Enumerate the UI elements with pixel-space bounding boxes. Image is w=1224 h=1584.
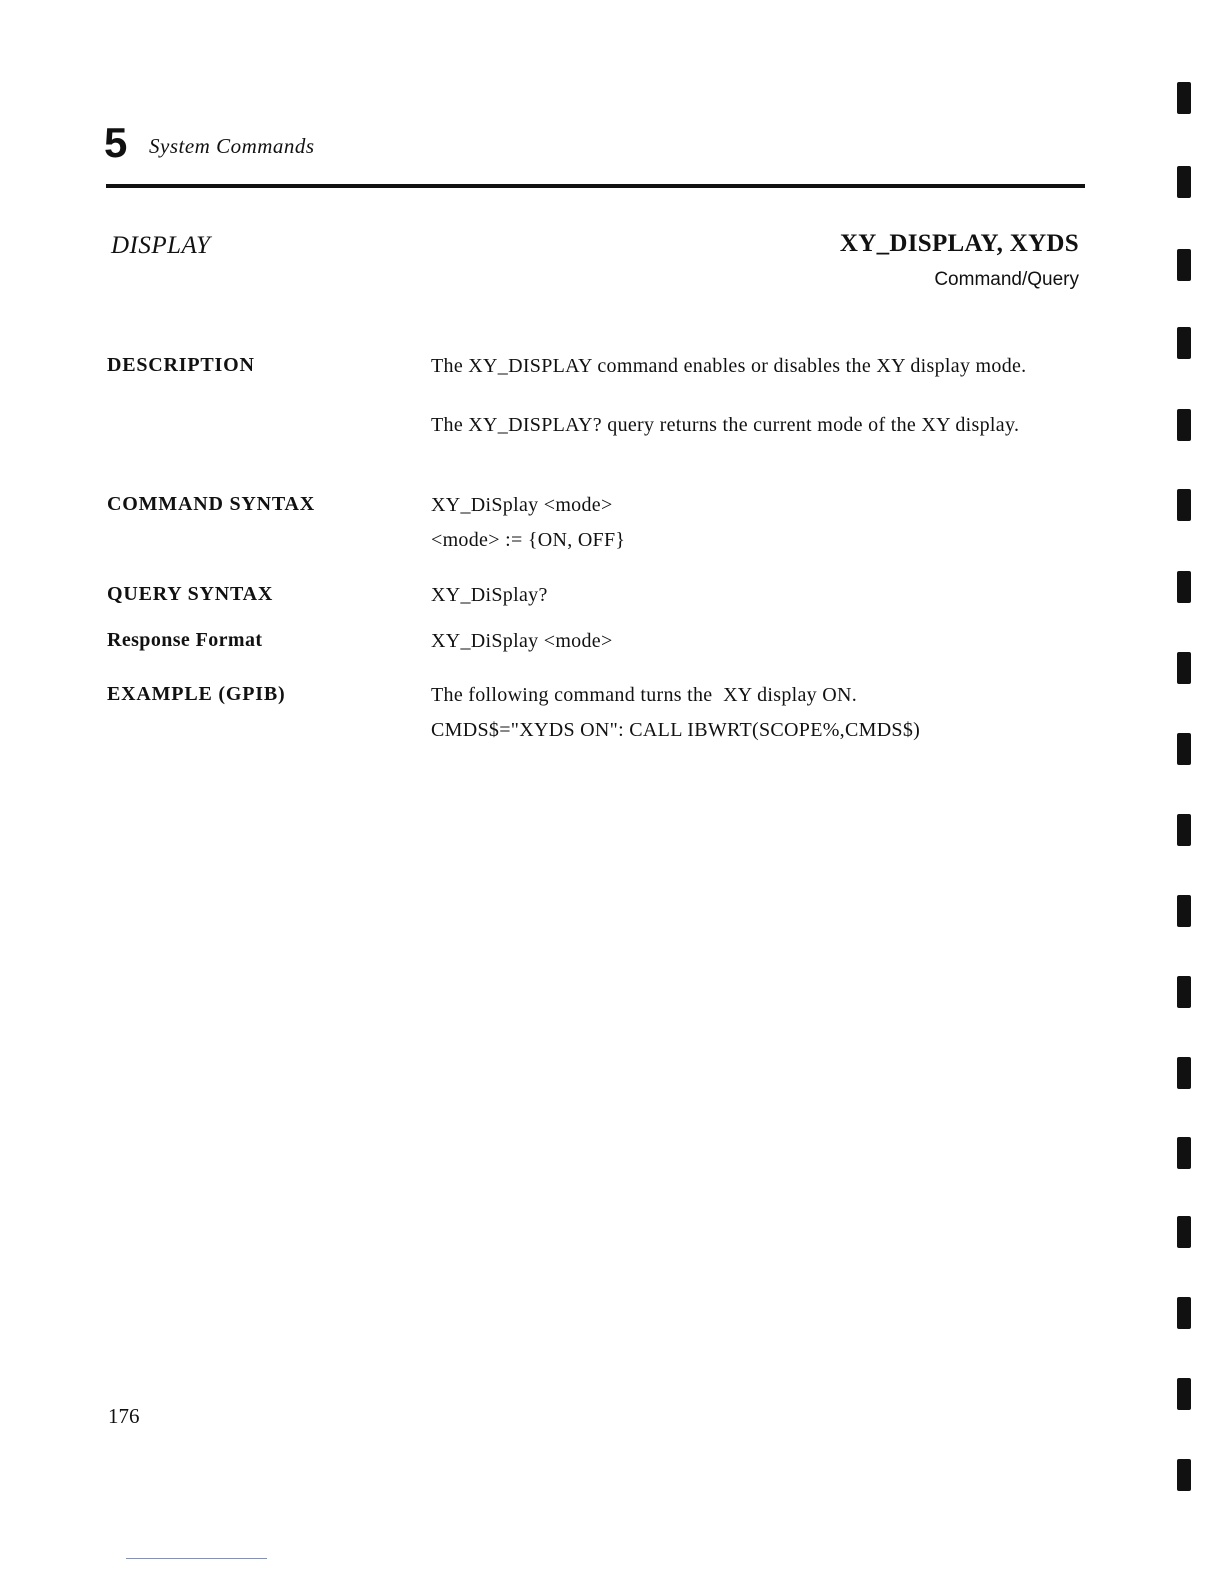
binder-mark [1177, 1057, 1191, 1089]
binder-mark [1177, 1459, 1191, 1491]
binder-mark [1177, 1378, 1191, 1410]
command-syntax-line: XY_DiSplay <mode> [431, 494, 613, 516]
example-label: EXAMPLE (GPIB) [107, 683, 286, 705]
binder-mark [1177, 166, 1191, 198]
binder-marks [1170, 0, 1200, 1584]
footer-rule [126, 1558, 267, 1559]
section-name: DISPLAY [111, 232, 211, 259]
response-format-label: Response Format [107, 629, 263, 651]
description-paragraph-2: The XY_DISPLAY? query returns the current mode of the XY display. [431, 414, 1020, 436]
binder-mark [1177, 976, 1191, 1008]
binder-mark [1177, 895, 1191, 927]
response-format-line: XY_DiSplay <mode> [431, 630, 613, 652]
query-syntax-label: QUERY SYNTAX [107, 583, 274, 605]
binder-mark [1177, 489, 1191, 521]
binder-mark [1177, 249, 1191, 281]
binder-mark [1177, 571, 1191, 603]
binder-mark [1177, 1297, 1191, 1329]
mode-definition-line: <mode> := {ON, OFF} [431, 529, 626, 551]
command-syntax-label: COMMAND SYNTAX [107, 493, 316, 515]
command-type: Command/Query [934, 269, 1079, 290]
description-label: DESCRIPTION [107, 354, 255, 376]
binder-mark [1177, 327, 1191, 359]
binder-mark [1177, 814, 1191, 846]
binder-mark [1177, 1216, 1191, 1248]
query-syntax-line: XY_DiSplay? [431, 584, 548, 606]
description-paragraph-1: The XY_DISPLAY command enables or disables the XY display mode. [431, 355, 1027, 377]
page-number: 176 [108, 1404, 140, 1428]
example-description: The following command turns the XY display ON. [431, 684, 858, 706]
binder-mark [1177, 409, 1191, 441]
example-code: CMDS$="XYDS ON": CALL IBWRT(SCOPE%,CMDS$) [431, 719, 921, 741]
binder-mark [1177, 1137, 1191, 1169]
binder-mark [1177, 82, 1191, 114]
header-rule [106, 184, 1085, 188]
binder-mark [1177, 733, 1191, 765]
chapter-title: System Commands [149, 134, 315, 158]
chapter-number: 5 [104, 119, 128, 166]
command-title: XY_DISPLAY, XYDS [839, 230, 1079, 257]
binder-mark [1177, 652, 1191, 684]
